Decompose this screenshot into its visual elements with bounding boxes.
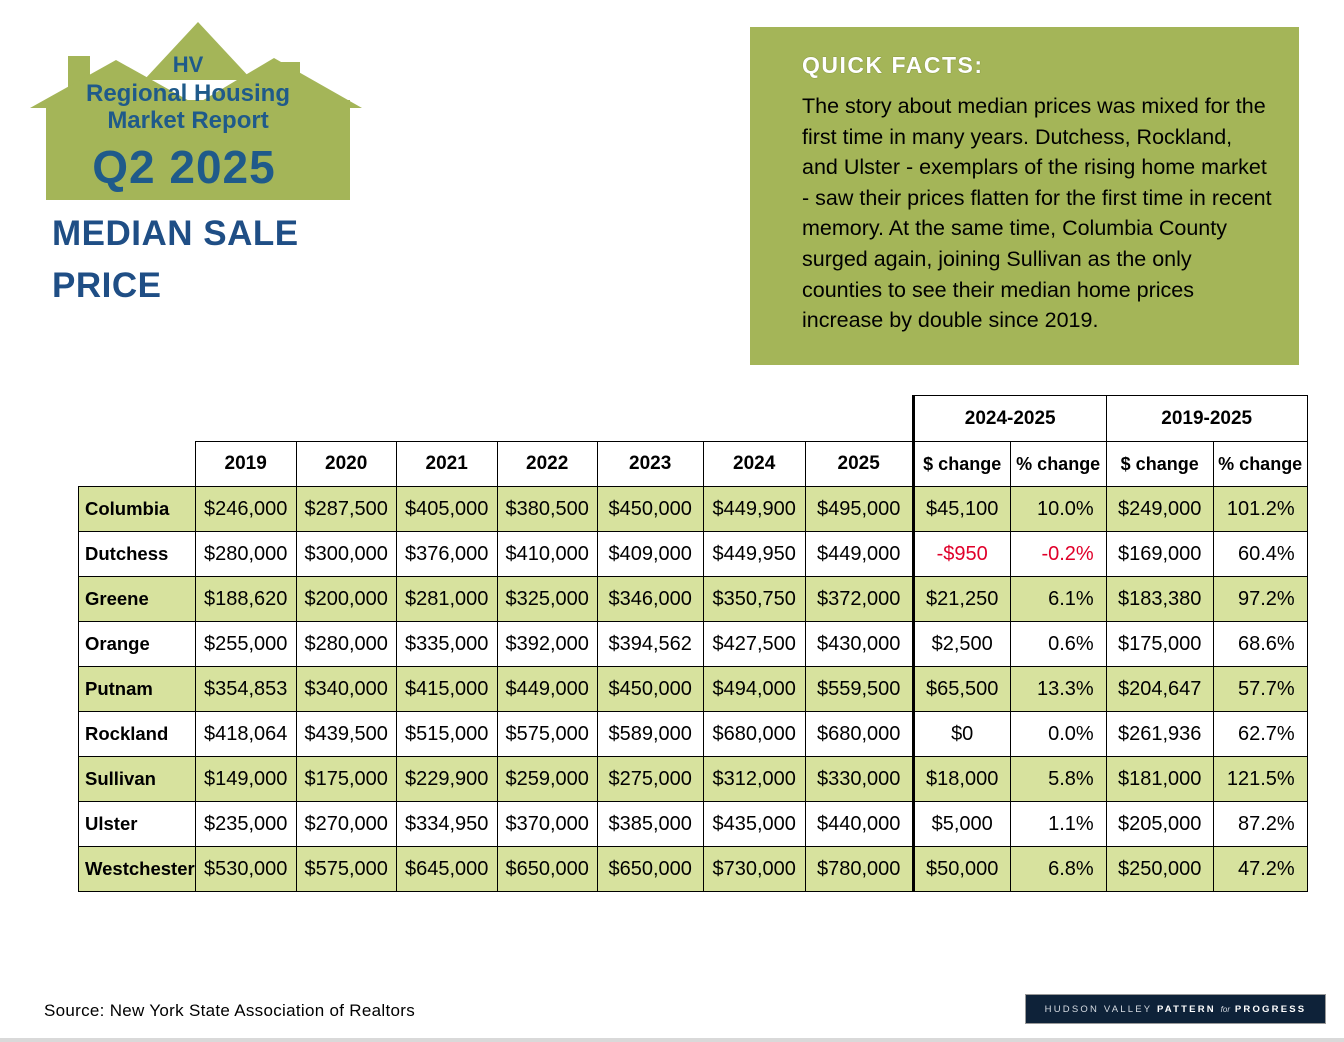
pct-change-2024-2025: 6.8% bbox=[1010, 847, 1106, 892]
median-price-table bbox=[78, 395, 1308, 892]
group-header-2024-2025: 2024-2025 bbox=[913, 396, 1106, 442]
pct-change-2019-2025: 47.2% bbox=[1213, 847, 1307, 892]
pct-change-2019-2025: 121.5% bbox=[1213, 757, 1307, 802]
group-header-2019-2025: 2019-2025 bbox=[1106, 396, 1307, 442]
price-cell: $354,853 bbox=[195, 667, 296, 712]
price-cell: $415,000 bbox=[396, 667, 497, 712]
price-cell: $575,000 bbox=[497, 712, 597, 757]
dollar-change-2019-2025: $169,000 bbox=[1106, 532, 1213, 577]
change-header: % change bbox=[1213, 442, 1307, 487]
price-cell: $430,000 bbox=[805, 622, 913, 667]
price-cell: $449,900 bbox=[703, 487, 805, 532]
price-cell: $650,000 bbox=[497, 847, 597, 892]
pct-change-2019-2025: 97.2% bbox=[1213, 577, 1307, 622]
price-cell: $435,000 bbox=[703, 802, 805, 847]
price-cell: $200,000 bbox=[296, 577, 396, 622]
pct-change-2024-2025: 10.0% bbox=[1010, 487, 1106, 532]
year-header: 2020 bbox=[296, 442, 396, 487]
price-cell: $255,000 bbox=[195, 622, 296, 667]
price-cell: $175,000 bbox=[296, 757, 396, 802]
price-cell: $370,000 bbox=[497, 802, 597, 847]
county-name: Orange bbox=[79, 622, 196, 667]
year-header: 2019 bbox=[195, 442, 296, 487]
pct-change-2024-2025: -0.2% bbox=[1010, 532, 1106, 577]
price-cell: $275,000 bbox=[597, 757, 703, 802]
price-cell: $229,900 bbox=[396, 757, 497, 802]
year-header: 2022 bbox=[497, 442, 597, 487]
price-cell: $330,000 bbox=[805, 757, 913, 802]
price-cell: $530,000 bbox=[195, 847, 296, 892]
table-row bbox=[79, 712, 1308, 757]
dollar-change-2024-2025: $21,250 bbox=[913, 577, 1010, 622]
price-cell: $494,000 bbox=[703, 667, 805, 712]
price-cell: $312,000 bbox=[703, 757, 805, 802]
pct-change-2024-2025: 0.0% bbox=[1010, 712, 1106, 757]
quick-facts-body: The story about median prices was mixed for the first time in many years. Dutchess, Rockland, and Ulster - exemplars of the rising home market - saw their prices flatten for the first time in recent memory. At the same time, Columbia County surged again, joining Sullivan as the only counties to see their median home prices increase by double since 2019. bbox=[802, 94, 1272, 333]
dollar-change-2019-2025: $175,000 bbox=[1106, 622, 1213, 667]
table-row bbox=[79, 577, 1308, 622]
dollar-change-2024-2025: $5,000 bbox=[913, 802, 1010, 847]
table-row bbox=[79, 757, 1308, 802]
year-header: 2025 bbox=[805, 442, 913, 487]
brand-part: PROGRESS bbox=[1234, 1004, 1307, 1015]
dollar-change-2019-2025: $249,000 bbox=[1106, 487, 1213, 532]
dollar-change-2024-2025: $2,500 bbox=[913, 622, 1010, 667]
price-cell: $410,000 bbox=[497, 532, 597, 577]
price-cell: $287,500 bbox=[296, 487, 396, 532]
county-name: Columbia bbox=[79, 487, 196, 532]
price-cell: $350,750 bbox=[703, 577, 805, 622]
county-name: Rockland bbox=[79, 712, 196, 757]
price-cell: $449,000 bbox=[805, 532, 913, 577]
brand-part: PATTERN bbox=[1156, 1004, 1216, 1015]
pct-change-2024-2025: 0.6% bbox=[1010, 622, 1106, 667]
dollar-change-2024-2025: -$950 bbox=[913, 532, 1010, 577]
price-cell: $449,000 bbox=[497, 667, 597, 712]
price-cell: $392,000 bbox=[497, 622, 597, 667]
price-cell: $449,950 bbox=[703, 532, 805, 577]
pct-change-2019-2025: 101.2% bbox=[1213, 487, 1307, 532]
county-name: Greene bbox=[79, 577, 196, 622]
dollar-change-2024-2025: $65,500 bbox=[913, 667, 1010, 712]
price-cell: $325,000 bbox=[497, 577, 597, 622]
county-name: Sullivan bbox=[79, 757, 196, 802]
table-row bbox=[79, 667, 1308, 712]
change-header: $ change bbox=[1106, 442, 1213, 487]
pct-change-2024-2025: 13.3% bbox=[1010, 667, 1106, 712]
price-cell: $188,620 bbox=[195, 577, 296, 622]
price-cell: $246,000 bbox=[195, 487, 296, 532]
quick-facts-title: QUICK FACTS: bbox=[802, 52, 984, 78]
price-cell: $149,000 bbox=[195, 757, 296, 802]
price-cell: $495,000 bbox=[805, 487, 913, 532]
price-cell: $385,000 bbox=[597, 802, 703, 847]
price-cell: $376,000 bbox=[396, 532, 497, 577]
price-cell: $589,000 bbox=[597, 712, 703, 757]
dollar-change-2019-2025: $183,380 bbox=[1106, 577, 1213, 622]
page-title: MEDIAN SALE PRICE bbox=[52, 214, 299, 305]
price-cell: $270,000 bbox=[296, 802, 396, 847]
table-row bbox=[79, 802, 1308, 847]
price-cell: $780,000 bbox=[805, 847, 913, 892]
price-cell: $300,000 bbox=[296, 532, 396, 577]
logo-line-hv: HV bbox=[172, 52, 204, 77]
group-header-row bbox=[79, 396, 1308, 442]
pct-change-2024-2025: 6.1% bbox=[1010, 577, 1106, 622]
change-header: $ change bbox=[913, 442, 1010, 487]
price-cell: $372,000 bbox=[805, 577, 913, 622]
price-cell: $559,500 bbox=[805, 667, 913, 712]
price-cell: $409,000 bbox=[597, 532, 703, 577]
source-note: Source: New York State Association of Realtors bbox=[44, 1001, 415, 1020]
table-row bbox=[79, 847, 1308, 892]
logo-line-market-report: Market Report bbox=[107, 107, 269, 134]
price-cell: $680,000 bbox=[703, 712, 805, 757]
price-cell: $450,000 bbox=[597, 667, 703, 712]
price-cell: $440,000 bbox=[805, 802, 913, 847]
price-cell: $394,562 bbox=[597, 622, 703, 667]
dollar-change-2019-2025: $181,000 bbox=[1106, 757, 1213, 802]
report-logo bbox=[28, 22, 368, 200]
dollar-change-2024-2025: $0 bbox=[913, 712, 1010, 757]
pct-change-2019-2025: 62.7% bbox=[1213, 712, 1307, 757]
dollar-change-2024-2025: $50,000 bbox=[913, 847, 1010, 892]
county-name: Dutchess bbox=[79, 532, 196, 577]
brand-part: for bbox=[1220, 1005, 1231, 1014]
price-cell: $575,000 bbox=[296, 847, 396, 892]
table-row bbox=[79, 532, 1308, 577]
brand-logo bbox=[1025, 994, 1326, 1024]
logo-line-quarter: Q2 2025 bbox=[92, 141, 276, 193]
quick-facts-box bbox=[750, 27, 1299, 365]
price-cell: $427,500 bbox=[703, 622, 805, 667]
pct-change-2019-2025: 68.6% bbox=[1213, 622, 1307, 667]
page-bottom-rule bbox=[0, 1038, 1344, 1042]
price-cell: $680,000 bbox=[805, 712, 913, 757]
dollar-change-2019-2025: $250,000 bbox=[1106, 847, 1213, 892]
price-cell: $515,000 bbox=[396, 712, 497, 757]
price-cell: $450,000 bbox=[597, 487, 703, 532]
price-cell: $340,000 bbox=[296, 667, 396, 712]
dollar-change-2024-2025: $45,100 bbox=[913, 487, 1010, 532]
price-cell: $235,000 bbox=[195, 802, 296, 847]
dollar-change-2019-2025: $205,000 bbox=[1106, 802, 1213, 847]
dollar-change-2019-2025: $204,647 bbox=[1106, 667, 1213, 712]
dollar-change-2019-2025: $261,936 bbox=[1106, 712, 1213, 757]
table-row bbox=[79, 487, 1308, 532]
pct-change-2024-2025: 1.1% bbox=[1010, 802, 1106, 847]
year-header: 2024 bbox=[703, 442, 805, 487]
change-header: % change bbox=[1010, 442, 1106, 487]
price-cell: $439,500 bbox=[296, 712, 396, 757]
brand-part: HUDSON VALLEY bbox=[1044, 1004, 1153, 1015]
year-header-row bbox=[79, 442, 1308, 487]
county-name: Putnam bbox=[79, 667, 196, 712]
price-cell: $405,000 bbox=[396, 487, 497, 532]
price-cell: $650,000 bbox=[597, 847, 703, 892]
year-header: 2023 bbox=[597, 442, 703, 487]
price-cell: $730,000 bbox=[703, 847, 805, 892]
county-name: Westchester bbox=[79, 847, 196, 892]
year-header: 2021 bbox=[396, 442, 497, 487]
table-row bbox=[79, 622, 1308, 667]
price-cell: $334,950 bbox=[396, 802, 497, 847]
price-cell: $645,000 bbox=[396, 847, 497, 892]
dollar-change-2024-2025: $18,000 bbox=[913, 757, 1010, 802]
pct-change-2019-2025: 87.2% bbox=[1213, 802, 1307, 847]
price-cell: $380,500 bbox=[497, 487, 597, 532]
table-body bbox=[79, 487, 1308, 892]
pct-change-2024-2025: 5.8% bbox=[1010, 757, 1106, 802]
pct-change-2019-2025: 57.7% bbox=[1213, 667, 1307, 712]
county-name: Ulster bbox=[79, 802, 196, 847]
price-cell: $418,064 bbox=[195, 712, 296, 757]
price-cell: $280,000 bbox=[296, 622, 396, 667]
price-cell: $259,000 bbox=[497, 757, 597, 802]
price-cell: $335,000 bbox=[396, 622, 497, 667]
pct-change-2019-2025: 60.4% bbox=[1213, 532, 1307, 577]
price-cell: $280,000 bbox=[195, 532, 296, 577]
logo-line-regional-housing: Regional Housing bbox=[86, 80, 290, 107]
price-cell: $346,000 bbox=[597, 577, 703, 622]
price-cell: $281,000 bbox=[396, 577, 497, 622]
